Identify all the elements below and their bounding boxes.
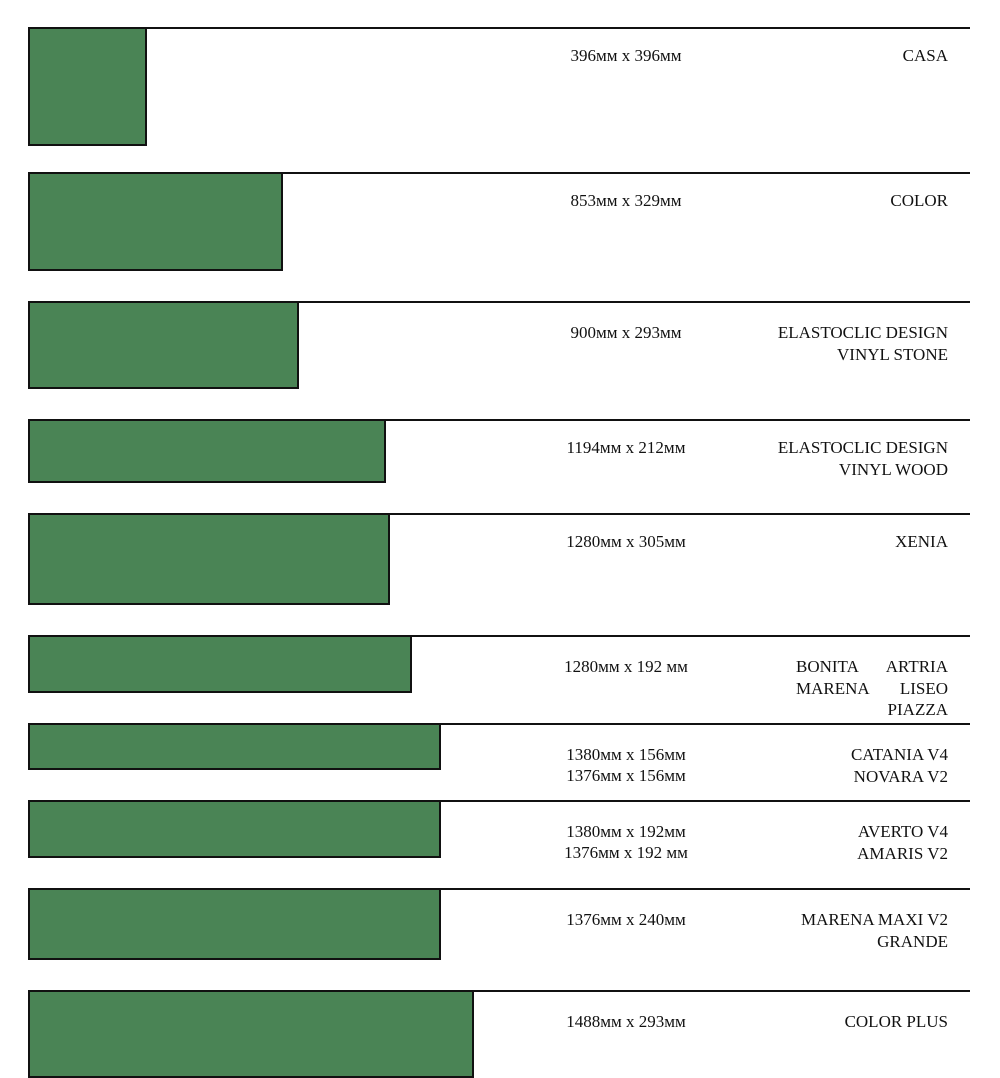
tile-swatch (28, 301, 299, 389)
tile-name-line: VINYL STONE (837, 344, 948, 364)
tile-collection-name (718, 190, 948, 212)
tile-size (553, 437, 699, 458)
tile-name-line: CATANIA V4 (850, 745, 948, 764)
tile-swatch (28, 990, 474, 1078)
tile-row-color-plus (28, 990, 970, 1078)
tile-size-line: 1380мм х 156мм (566, 745, 686, 764)
tile-name-line: XENIA (895, 532, 948, 551)
tile-collection-name (718, 909, 948, 952)
tile-row-averto-amaris (28, 800, 970, 888)
tile-size (553, 531, 699, 552)
tile-row-elastoclic-stone (28, 301, 970, 419)
tile-size-line: 900мм х 293мм (570, 323, 682, 342)
tile-size-line: 1376мм х 156мм (566, 766, 686, 785)
tile-row-marena-maxi (28, 888, 970, 990)
tile-name-line: CASA (902, 46, 948, 65)
tile-swatch (28, 800, 441, 858)
tile-size-line: 1194мм х 212мм (566, 438, 686, 457)
tile-size (553, 45, 699, 66)
tile-size (553, 821, 699, 863)
tile-size (553, 190, 699, 211)
tile-swatch (28, 635, 412, 693)
tile-size-line: 396мм х 396мм (570, 46, 682, 65)
tile-row-casa (28, 27, 970, 172)
tile-swatch (28, 27, 147, 146)
tile-row-catania-novara (28, 723, 970, 800)
tile-size-line: 1280мм х 305мм (566, 532, 686, 551)
tile-row-color (28, 172, 970, 301)
tile-swatch (28, 172, 283, 271)
tile-name-line: AMARIS V2 (857, 843, 948, 863)
tile-size-line: 1380мм х 192мм (566, 822, 686, 841)
tile-row-bonita-group (28, 635, 970, 723)
tile-name-line: ELASTOCLIC DESIGN (777, 438, 948, 457)
tile-collection-name (718, 531, 948, 553)
tile-collection-name (718, 45, 948, 67)
tile-size-line: 853мм х 329мм (570, 191, 682, 210)
tile-name-line: ELASTOCLIC DESIGN (777, 323, 948, 342)
tile-collection-name (718, 821, 948, 864)
tile-size (553, 744, 699, 786)
tile-name-line: GRANDE (877, 931, 948, 951)
tile-size (553, 1011, 699, 1032)
tile-swatch (28, 888, 441, 960)
tile-size-line: 1488мм х 293мм (566, 1012, 686, 1031)
tile-name-line: MARENA MAXI V2 (800, 910, 948, 929)
tile-name-line: VINYL WOOD (838, 459, 948, 479)
tile-swatch (28, 419, 386, 483)
tile-name-line: COLOR (890, 191, 948, 210)
tile-name-line: COLOR PLUS (844, 1012, 948, 1031)
tile-size-line: 1280мм х 192 мм (564, 657, 688, 676)
tile-name-line: NOVARA V2 (853, 766, 948, 786)
tile-row-xenia (28, 513, 970, 635)
tile-size (553, 656, 699, 677)
tile-row-elastoclic-wood (28, 419, 970, 513)
tile-collection-name (718, 744, 948, 787)
tile-collection-name (796, 656, 948, 721)
tile-size (553, 909, 699, 930)
tile-size (553, 322, 699, 343)
tile-collection-name (718, 1011, 948, 1033)
tile-size-line: 1376мм х 240мм (566, 910, 686, 929)
tile-collection-name (718, 322, 948, 365)
tile-size-line: 1376мм х 192 мм (564, 843, 688, 862)
tile-swatch (28, 723, 441, 770)
tile-name-line: BONITA ARTRIA MARENA LISEO PIAZZA (796, 657, 948, 719)
tile-collection-name (718, 437, 948, 480)
tile-swatch (28, 513, 390, 605)
tile-name-line: AVERTO V4 (857, 822, 948, 841)
